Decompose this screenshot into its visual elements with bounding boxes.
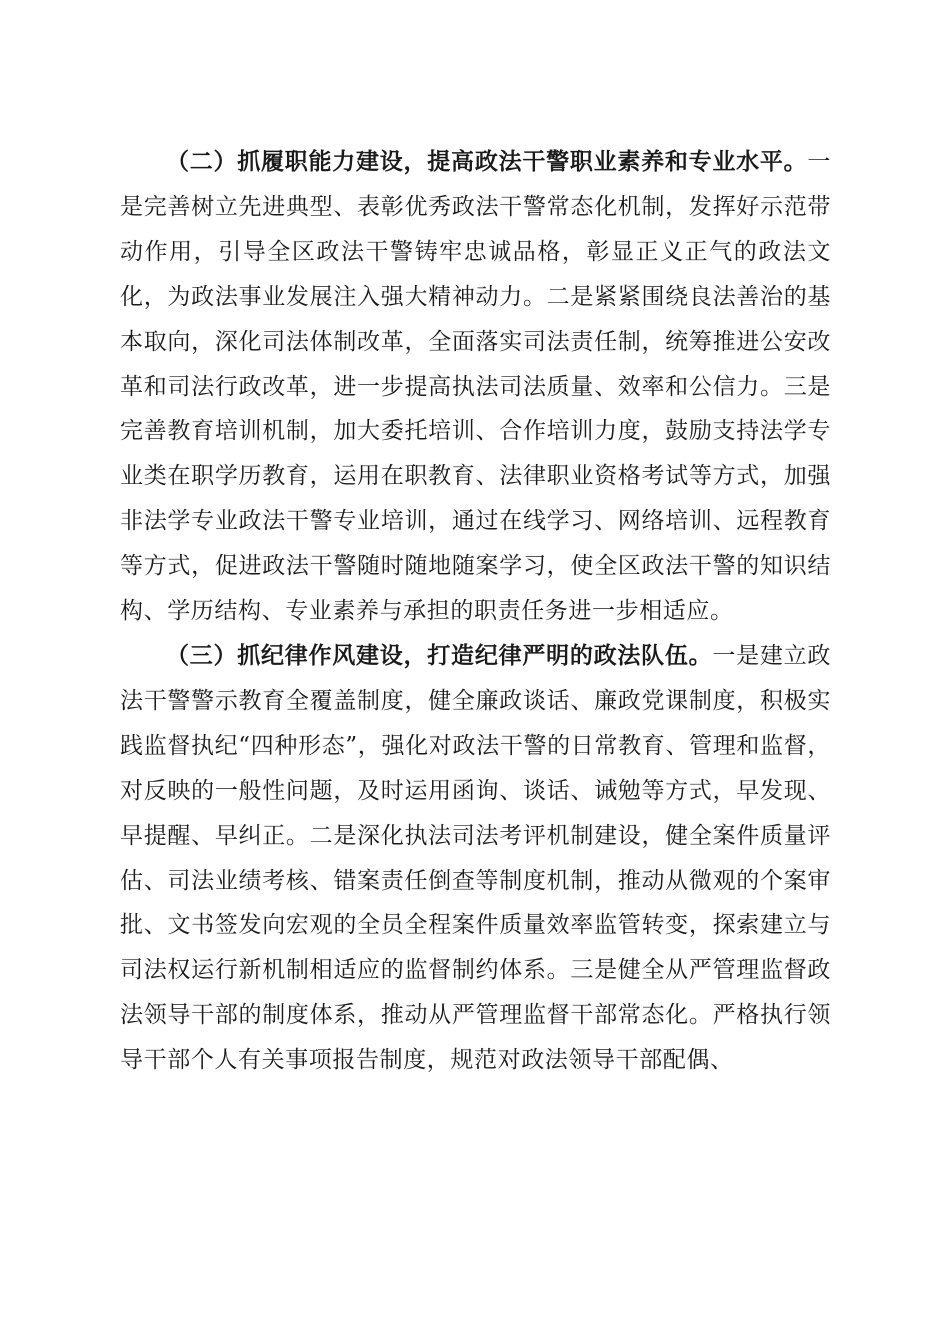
paragraph-text: 一是完善树立先进典型、表彰优秀政法干警常态化机制，发挥好示范带动作用，引导全区政法干警铸牢忠诚品格，彰显正义正气的政法文化，为政法事业发展注入强大精神动力。二是紧紧围绕良法善治的基本取向，深化司法体制改革，全面落实司法责任制，统筹推进公安改革和司法行政改革，进一步提高执法司法质量、效率和公信力。三是完善教育培训机制，加大委托培训、合作培训力度，鼓励支持法学专业类在职学历教育，运用在职教育、法律职业资格考试等方式，加强非法学专业政法干警专业培训，通过在线学习、网络培训、远程教育等方式，促进政法干警随时随地随案学习，使全区政法干警的知识结构、学历结构、专业素养与承担的职责任务进一步相适应。 [120, 149, 831, 625]
paragraph-heading: （二）抓履职能力建设，提高政法干警职业素养和专业水平。 [166, 148, 808, 175]
paragraph-heading: （三）抓纪律作风建设，打造纪律严明的政法队伍。 [166, 641, 713, 669]
paragraph-text: 一是建立政法干警警示教育全覆盖制度，健全廉政谈话、廉政党课制度，积极实践监督执纪“四种形态”，强化对政法干警的日常教育、管理和监督，对反映的一般性问题，及时运用函询、谈话、诫勉等方式，早发现、早提醒、早纠正。二是深化执法司法考评机制建设，健全案件质量评估、司法业绩考核、错案责任倒查等制度机制，推动从微观的个案审批、文书签发向宏观的全员全程案件质量效率监管转变，探索建立与司法权运行新机制相适应的监督制约体系。三是健全从严管理监督政法领导干部的制度体系，推动从严管理监督干部常态化。严格执行领导干部个人有关事项报告制度，规范对政法领导干部配偶、 [120, 642, 831, 1074]
paragraph-discipline-building [120, 634, 831, 1083]
paragraph-capability-building [120, 140, 831, 634]
document-body [120, 140, 831, 1083]
